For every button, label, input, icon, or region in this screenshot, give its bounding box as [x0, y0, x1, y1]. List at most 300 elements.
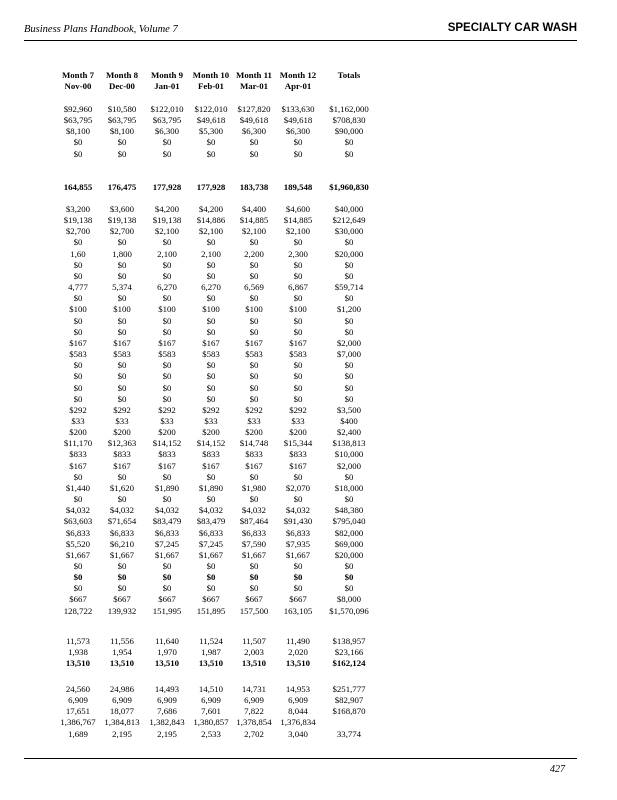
table-cell: 11,524: [199, 636, 223, 646]
table-cell: $7,245: [198, 538, 224, 549]
table-cell: $168,870: [332, 706, 366, 717]
table-cell: 11,573: [66, 636, 90, 646]
table-cell: $0: [249, 137, 259, 148]
table-cell: $6,833: [65, 527, 91, 538]
table-cell: $0: [344, 371, 354, 382]
table-row: [56, 695, 378, 706]
table-cell: 1,378,854: [236, 717, 272, 728]
column-header-label: Totals: [337, 70, 361, 80]
table-cell: $795,040: [332, 516, 366, 527]
table-cell: $0: [73, 471, 83, 482]
table-cell: $0: [249, 471, 259, 482]
table-cell: $0: [162, 270, 172, 281]
table-cell: $11,170: [63, 438, 93, 449]
table-row: [56, 126, 378, 137]
table-cell: $49,618: [283, 115, 313, 126]
table-cell: $0: [117, 326, 127, 337]
table-cell: $167: [69, 337, 87, 348]
table-cell: $0: [162, 393, 172, 404]
table-row: [56, 271, 378, 282]
table-row: [56, 416, 378, 427]
table-cell: $0: [73, 326, 83, 337]
table-cell: $0: [117, 382, 127, 393]
table-cell: $0: [249, 259, 259, 270]
table-cell: 1,970: [157, 647, 177, 658]
table-cell: $5,300: [198, 126, 224, 137]
table-row: [56, 226, 378, 237]
table-cell: $667: [245, 594, 263, 605]
table-cell: $167: [289, 460, 307, 471]
table-cell: 1,987: [201, 647, 221, 658]
table-cell: $667: [113, 594, 131, 605]
table-cell: $833: [245, 449, 263, 460]
table-cell: $4,200: [154, 204, 180, 214]
table-cell: 6,909: [288, 695, 308, 706]
table-cell: 3,040: [288, 728, 308, 739]
table-cell: $138,957: [332, 636, 366, 646]
table-cell: $0: [293, 360, 303, 371]
table-cell: $7,590: [241, 538, 267, 549]
table-cell: $292: [113, 404, 131, 415]
table-cell: $10,000: [334, 449, 364, 460]
table-cell: $0: [206, 393, 216, 404]
table-cell: $4,600: [285, 204, 311, 214]
table-cell: $0: [206, 270, 216, 281]
table-cell: $19,138: [107, 215, 137, 226]
table-row: [56, 494, 378, 505]
table-cell: 8,044: [288, 706, 308, 717]
table-cell: $82,000: [334, 527, 364, 538]
table-cell: $0: [117, 360, 127, 371]
table-row: [56, 717, 378, 728]
table-row: [56, 104, 378, 115]
table-cell: $833: [113, 449, 131, 460]
table-cell: $63,795: [107, 115, 137, 126]
table-cell: $0: [249, 572, 259, 583]
table-cell: $1,667: [154, 549, 180, 560]
table-cell: $0: [206, 494, 216, 505]
table-cell: $1,667: [198, 549, 224, 560]
table-cell: 11,507: [242, 636, 266, 646]
header-rule: [24, 40, 577, 41]
table-cell: $167: [202, 460, 220, 471]
table-cell: $0: [249, 148, 259, 159]
column-header-period: Mar-01: [239, 81, 268, 92]
table-cell: $1,667: [241, 549, 267, 560]
table-cell: $292: [289, 404, 307, 415]
table-cell: $5,520: [65, 538, 91, 549]
table-cell: 2,100: [201, 248, 221, 259]
column-header-period: Nov-00: [64, 81, 92, 92]
table-cell: $4,032: [65, 505, 91, 516]
table-row: [56, 550, 378, 561]
table-row: [56, 449, 378, 460]
table-cell: 24,560: [65, 684, 91, 694]
column-header-period: Feb-01: [198, 81, 224, 92]
table-cell: $7,935: [285, 538, 311, 549]
table-cell: $833: [69, 449, 87, 460]
table-cell: $0: [293, 315, 303, 326]
table-cell: 2,100: [157, 248, 177, 259]
table-cell: $200: [69, 427, 87, 438]
table-cell: $0: [293, 382, 303, 393]
table-cell: 6,569: [244, 282, 264, 293]
table-cell: $1,890: [154, 482, 180, 493]
table-cell: 1,380,857: [193, 717, 229, 728]
table-cell: $6,300: [285, 126, 311, 137]
table-cell: 151,995: [152, 605, 182, 616]
table-cell: $1,620: [109, 482, 135, 493]
table-cell: $0: [206, 572, 216, 583]
table-cell: $0: [117, 137, 127, 148]
table-cell: $167: [202, 337, 220, 348]
table-cell: $0: [206, 137, 216, 148]
table-cell: $0: [73, 237, 83, 248]
table-cell: $4,032: [241, 505, 267, 516]
table-cell: $18,000: [334, 482, 364, 493]
table-cell: $0: [162, 237, 172, 248]
table-cell: $2,000: [336, 337, 362, 348]
table-cell: 13,510: [109, 658, 135, 669]
table-cell: $1,667: [285, 549, 311, 560]
cashflow-group: [56, 684, 378, 740]
table-row: [56, 149, 378, 160]
table-cell: $0: [117, 572, 127, 583]
table-cell: $33: [115, 415, 129, 426]
table-cell: 183,738: [239, 182, 269, 192]
table-row: [56, 204, 378, 215]
table-cell: $0: [117, 237, 127, 248]
table-cell: 6,909: [112, 695, 132, 706]
running-header-title: Business Plans Handbook, Volume 7: [24, 24, 178, 35]
table-cell: $0: [293, 259, 303, 270]
table-cell: 177,928: [152, 182, 182, 192]
table-cell: $0: [249, 393, 259, 404]
table-cell: $10,580: [107, 104, 137, 114]
column-header-label: Month 12: [279, 70, 317, 80]
table-cell: 139,932: [107, 605, 137, 616]
table-cell: 2,020: [288, 647, 308, 658]
table-cell: $0: [73, 382, 83, 393]
table-cell: $583: [289, 349, 307, 360]
table-cell: $0: [344, 148, 354, 159]
table-cell: $4,032: [198, 505, 224, 516]
table-row: [56, 360, 378, 371]
table-cell: $0: [206, 237, 216, 248]
table-cell: $83,479: [196, 516, 226, 527]
table-row: [56, 316, 378, 327]
table-cell: $33: [291, 415, 305, 426]
table-cell: $0: [206, 148, 216, 159]
table-cell: $8,100: [109, 126, 135, 137]
table-cell: 177,928: [196, 182, 226, 192]
table-row: [56, 583, 378, 594]
table-cell: $4,032: [285, 505, 311, 516]
table-cell: $14,885: [239, 215, 269, 226]
table-row: [56, 427, 378, 438]
table-cell: $0: [344, 561, 354, 571]
table-cell: $0: [117, 494, 127, 505]
table-cell: $4,032: [109, 505, 135, 516]
table-cell: 157,500: [239, 605, 269, 616]
table-cell: $0: [206, 583, 216, 594]
table-cell: $14,886: [196, 215, 226, 226]
running-header-section: SPECIALTY CAR WASH: [447, 22, 577, 34]
table-cell: $33: [247, 415, 261, 426]
table-cell: $6,300: [241, 126, 267, 137]
table-cell: $6,210: [109, 538, 135, 549]
table-cell: $33: [204, 415, 218, 426]
table-cell: 1,689: [68, 728, 88, 739]
table-cell: $100: [158, 304, 176, 315]
table-cell: 6,909: [68, 695, 88, 706]
table-cell: $4,400: [241, 204, 267, 214]
table-cell: $100: [202, 304, 220, 315]
table-cell: 14,493: [154, 684, 180, 694]
table-cell: 1,384,813: [104, 717, 140, 728]
table-cell: $251,777: [332, 684, 366, 694]
table-cell: $0: [73, 259, 83, 270]
table-cell: $3,600: [109, 204, 135, 214]
table-cell: $0: [206, 259, 216, 270]
table-row: [56, 539, 378, 550]
table-cell: $0: [293, 148, 303, 159]
column-header-label: Month 9: [150, 70, 183, 80]
table-cell: 4,777: [68, 282, 88, 293]
column-header-label: Month 10: [192, 70, 230, 80]
table-cell: $292: [158, 404, 176, 415]
table-cell: $87,464: [239, 516, 269, 527]
table-row: [56, 528, 378, 539]
table-cell: $0: [73, 561, 83, 571]
table-cell: 11,640: [155, 636, 179, 646]
column-header-label: Month 11: [236, 70, 272, 80]
table-cell: $0: [344, 326, 354, 337]
table-row: [56, 647, 378, 658]
table-cell: $200: [113, 427, 131, 438]
table-cell: $90,000: [334, 126, 364, 137]
table-row: [56, 505, 378, 516]
table-cell: $0: [117, 293, 127, 304]
table-row: [56, 483, 378, 494]
table-cell: $0: [293, 137, 303, 148]
table-cell: $1,667: [109, 549, 135, 560]
table-row: [56, 304, 378, 315]
table-cell: $0: [249, 360, 259, 371]
table-cell: $100: [69, 304, 87, 315]
table-cell: 163,105: [283, 605, 313, 616]
table-cell: 128,722: [63, 605, 93, 616]
table-cell: $667: [202, 594, 220, 605]
table-cell: $138,813: [332, 438, 366, 449]
table-cell: $0: [344, 360, 354, 371]
table-cell: $1,200: [336, 304, 362, 315]
table-cell: 13,510: [285, 658, 311, 669]
table-cell: $583: [158, 349, 176, 360]
table-cell: $7,245: [154, 538, 180, 549]
table-row: [56, 594, 378, 605]
table-cell: 14,510: [198, 684, 224, 694]
table-cell: 1,938: [68, 647, 88, 658]
table-cell: 6,867: [288, 282, 308, 293]
table-cell: $0: [249, 371, 259, 382]
table-cell: 17,651: [65, 706, 91, 717]
table-cell: $292: [69, 404, 87, 415]
table-cell: $167: [158, 460, 176, 471]
column-header-period: Jan-01: [154, 81, 180, 92]
table-cell: $133,630: [281, 104, 315, 114]
table-cell: $2,400: [336, 427, 362, 438]
table-cell: $4,032: [154, 505, 180, 516]
table-row: [56, 338, 378, 349]
table-cell: $6,833: [154, 527, 180, 538]
table-cell: $0: [249, 237, 259, 248]
table-cell: $100: [113, 304, 131, 315]
table-cell: $122,010: [150, 104, 184, 114]
table-cell: $0: [344, 494, 354, 505]
table-row: [56, 371, 378, 382]
table-cell: $20,000: [334, 549, 364, 560]
table-cell: $0: [162, 494, 172, 505]
table-row: [56, 249, 378, 260]
table-cell: 7,686: [157, 706, 177, 717]
table-cell: $167: [245, 337, 263, 348]
table-cell: $14,152: [196, 438, 226, 449]
table-cell: $100: [245, 304, 263, 315]
expenses-group: [56, 204, 378, 617]
table-cell: $2,700: [65, 226, 91, 237]
table-cell: $0: [206, 561, 216, 571]
table-cell: $833: [158, 449, 176, 460]
column-header-period: [320, 81, 378, 92]
table-cell: 5,374: [112, 282, 132, 293]
table-cell: $4,200: [198, 204, 224, 214]
table-cell: $2,000: [336, 460, 362, 471]
table-cell: $14,748: [239, 438, 269, 449]
table-cell: 7,601: [201, 706, 221, 717]
footer-rule: [24, 758, 577, 759]
table-cell: $0: [344, 583, 354, 594]
table-cell: $0: [344, 293, 354, 304]
table-cell: $2,100: [241, 226, 267, 237]
column-header-period: Dec-00: [109, 81, 135, 92]
table-cell: $0: [344, 471, 354, 482]
table-cell: 13,510: [65, 658, 91, 669]
table-cell: $0: [293, 561, 303, 571]
table-cell: $833: [289, 449, 307, 460]
table-cell: $0: [162, 259, 172, 270]
table-cell: $1,440: [65, 482, 91, 493]
table-cell: $0: [293, 237, 303, 248]
table-cell: $583: [202, 349, 220, 360]
table-cell: $49,618: [239, 115, 269, 126]
table-cell: 14,731: [241, 684, 267, 694]
table-cell: $0: [344, 393, 354, 404]
column-headers: [56, 70, 378, 92]
table-cell: $1,980: [241, 482, 267, 493]
table-cell: $19,138: [152, 215, 182, 226]
table-cell: $0: [249, 270, 259, 281]
table-cell: $0: [293, 583, 303, 594]
table-cell: 6,909: [201, 695, 221, 706]
revenue-total-group: [56, 182, 378, 193]
table-cell: $1,667: [65, 549, 91, 560]
table-cell: $0: [162, 583, 172, 594]
table-cell: 11,490: [286, 636, 310, 646]
table-cell: $162,124: [332, 658, 366, 669]
table-cell: $0: [117, 471, 127, 482]
table-cell: 13,510: [241, 658, 267, 669]
table-row: [56, 606, 378, 617]
table-cell: 2,200: [244, 248, 264, 259]
table-cell: $0: [249, 382, 259, 393]
table-cell: 1,800: [112, 248, 132, 259]
page-number: 427: [550, 764, 565, 775]
table-cell: $0: [344, 270, 354, 281]
table-cell: 13,510: [154, 658, 180, 669]
table-cell: $0: [293, 393, 303, 404]
table-cell: $15,344: [283, 438, 313, 449]
table-cell: 6,270: [201, 282, 221, 293]
table-cell: 1,382,843: [149, 717, 185, 728]
table-cell: $6,833: [109, 527, 135, 538]
table-cell: 2,003: [244, 647, 264, 658]
table-cell: $40,000: [334, 204, 364, 214]
table-cell: $100: [289, 304, 307, 315]
table-cell: $1,570,096: [329, 605, 369, 616]
table-cell: $2,070: [285, 482, 311, 493]
table-cell: $14,152: [152, 438, 182, 449]
table-row: [56, 182, 378, 193]
table-cell: 18,077: [109, 706, 135, 717]
table-cell: $8,100: [65, 126, 91, 137]
table-cell: $0: [73, 315, 83, 326]
table-cell: [320, 717, 378, 728]
table-cell: $6,300: [154, 126, 180, 137]
table-cell: $1,890: [198, 482, 224, 493]
table-cell: $583: [113, 349, 131, 360]
table-cell: $6,833: [198, 527, 224, 538]
table-cell: $667: [69, 594, 87, 605]
table-cell: $0: [293, 293, 303, 304]
table-row: [56, 684, 378, 695]
table-row: [56, 729, 378, 740]
table-cell: 6,270: [157, 282, 177, 293]
table-cell: $0: [344, 382, 354, 393]
table-cell: $0: [117, 393, 127, 404]
table-cell: $0: [206, 382, 216, 393]
table-cell: $167: [113, 460, 131, 471]
table-cell: $2,100: [198, 226, 224, 237]
table-cell: $2,100: [154, 226, 180, 237]
table-cell: $708,830: [332, 115, 366, 126]
table-cell: $0: [162, 382, 172, 393]
table-cell: $0: [162, 315, 172, 326]
table-cell: $0: [344, 237, 354, 248]
table-row: [56, 215, 378, 226]
table-cell: $33: [71, 415, 85, 426]
table-cell: 176,475: [107, 182, 137, 192]
table-cell: 6,909: [157, 695, 177, 706]
table-cell: $0: [206, 360, 216, 371]
table-cell: $0: [344, 572, 354, 583]
table-cell: $167: [245, 460, 263, 471]
column-header-label: Month 7: [61, 70, 94, 80]
table-cell: $7,000: [336, 349, 362, 360]
table-cell: 189,548: [283, 182, 313, 192]
table-cell: 1,376,834: [280, 717, 316, 728]
table-cell: $167: [158, 337, 176, 348]
